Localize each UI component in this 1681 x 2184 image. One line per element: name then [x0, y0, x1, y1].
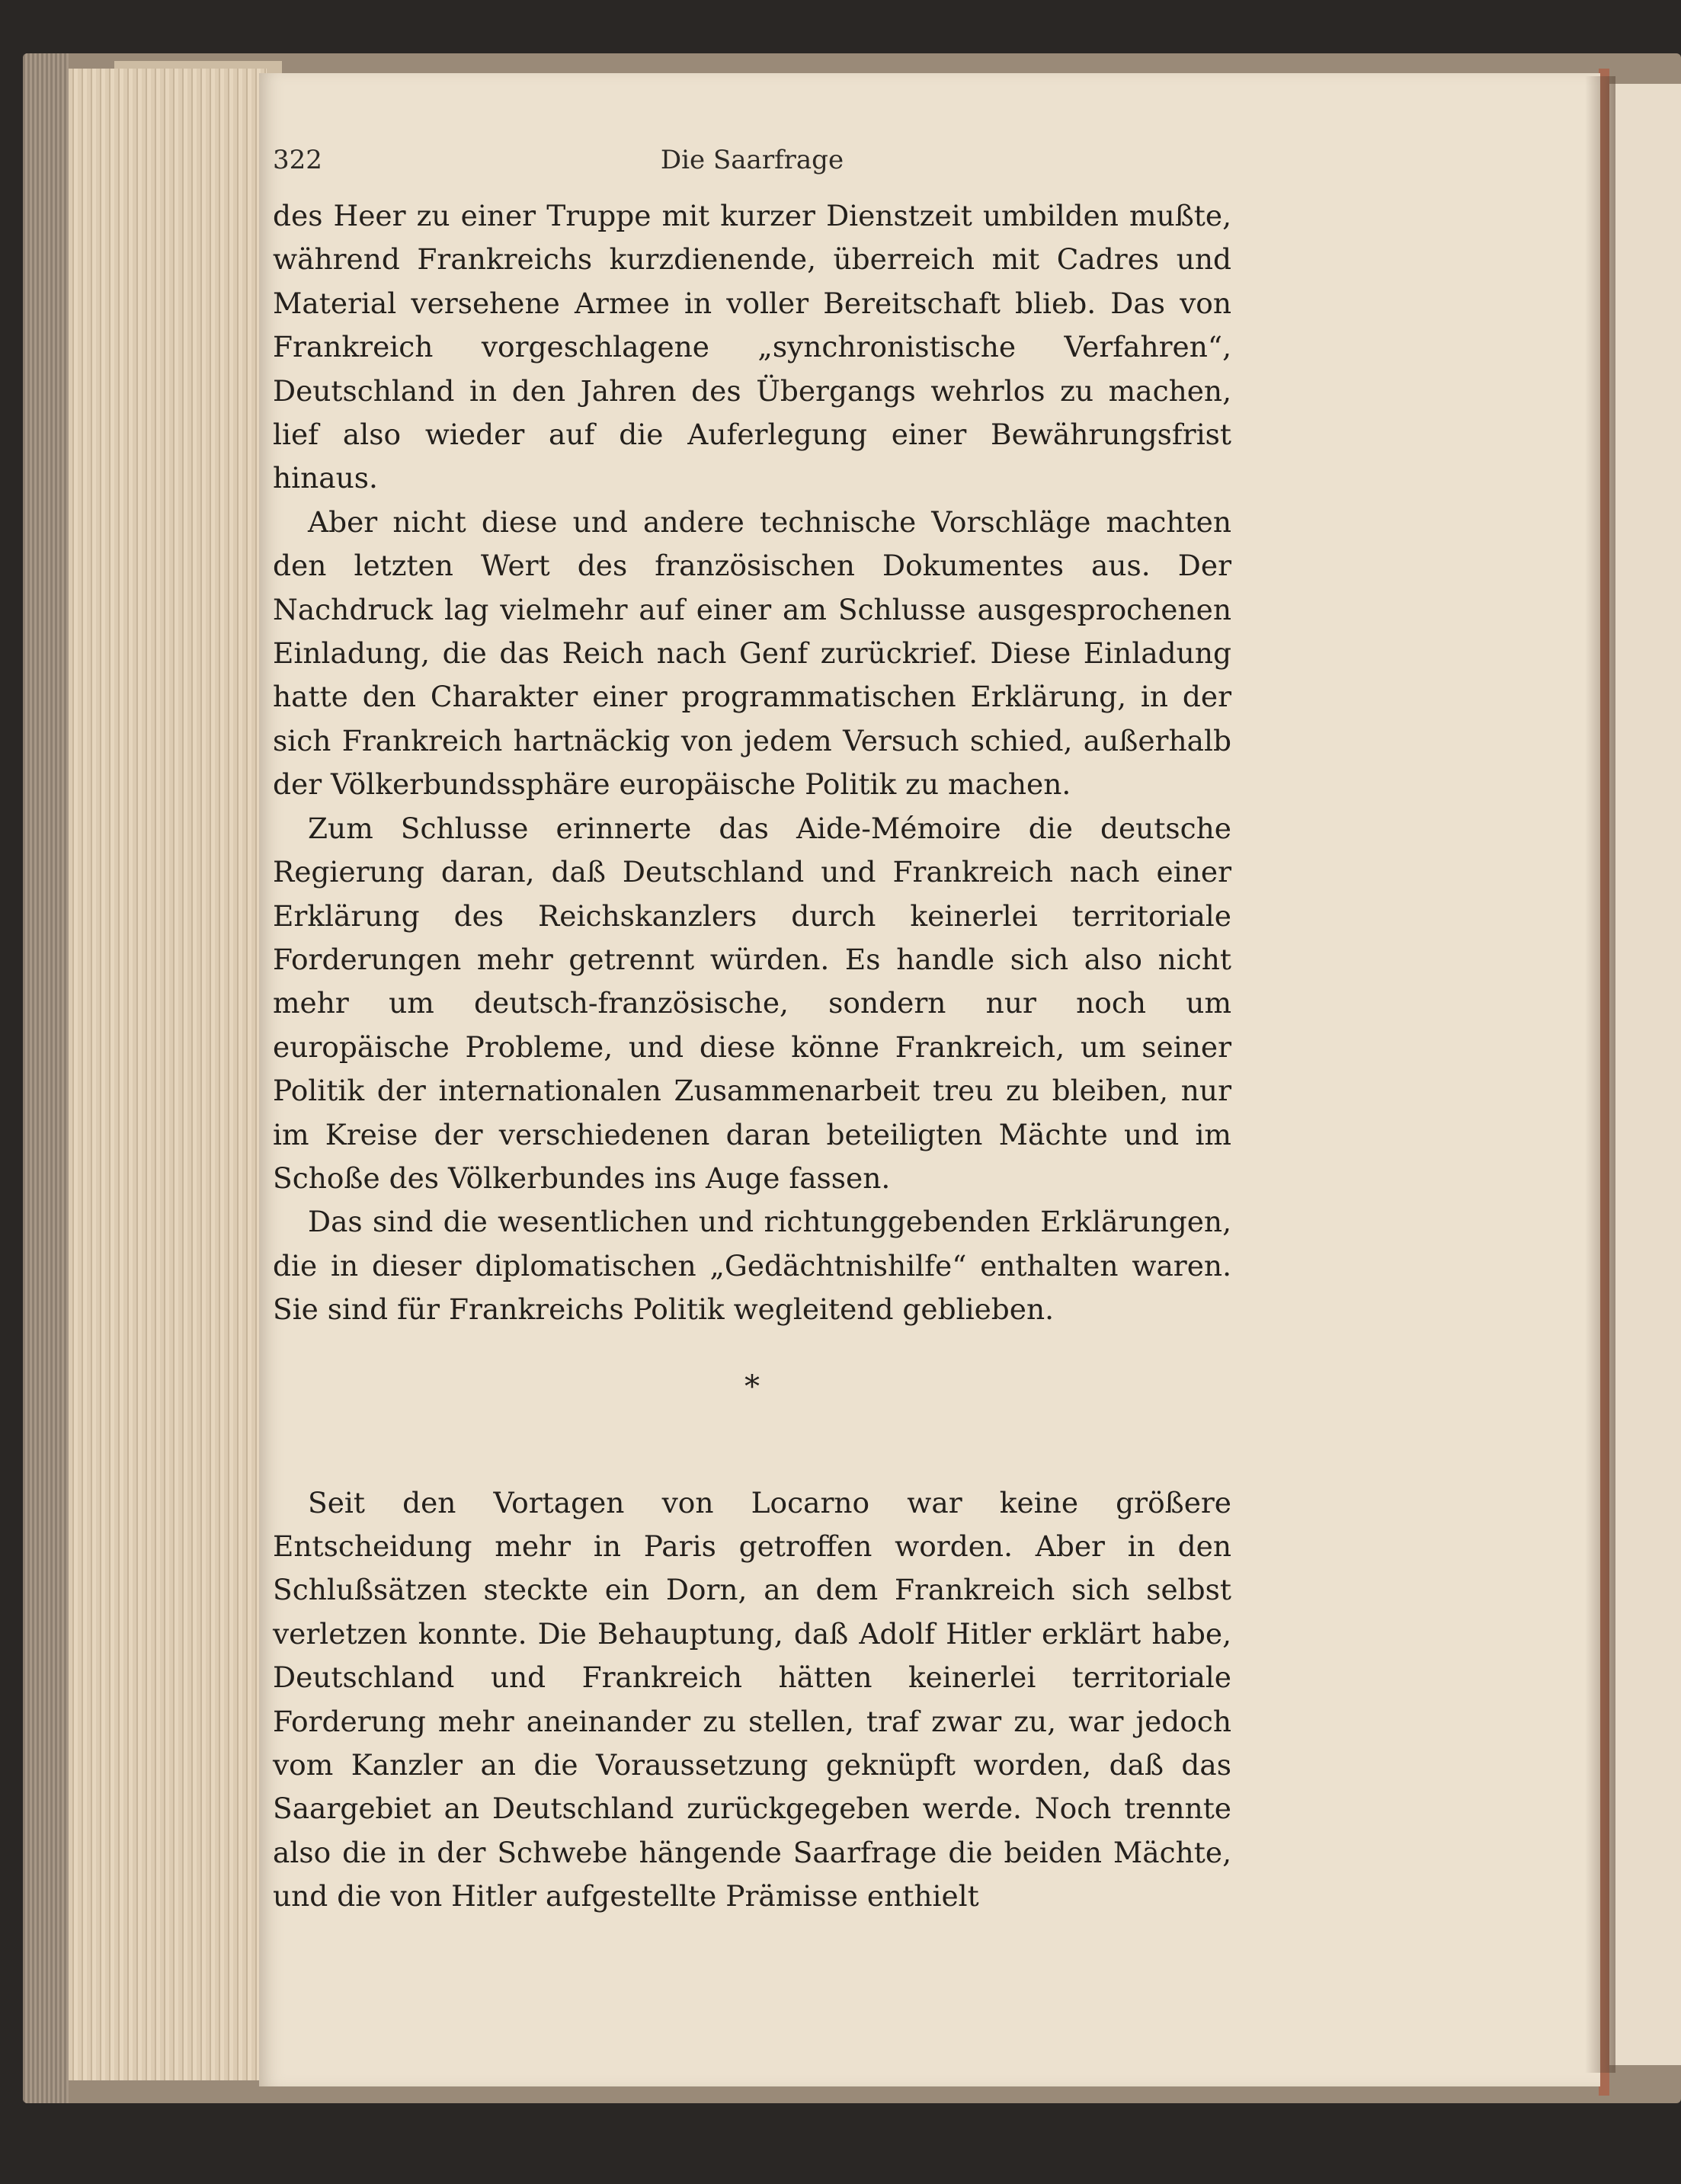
facing-page	[1609, 84, 1681, 2065]
paragraph: Seit den Vortagen von Locarno war keine größere Entscheidung mehr in Paris getroffen worden. Aber in den Schlußsätzen steckte ein Dorn, an dem Frankreich sich selbst verletzen konnte. Die Behauptung, daß Adolf Hitler erklärt habe, Deutschland und Frankreich hätten keinerlei territoriale Forderung mehr aneinander zu stellen, traf zwar zu, war jedoch vom Kanzler an die Voraussetzung geknüpft worden, daß das Saargebiet an Deutschland zurückgegeben werde. Noch trennte also die in der Schwebe hängende Saarfrage die beiden Mächte, und die von Hitler aufgestellte Prämisse enthielt	[273, 1485, 1231, 1913]
paragraph: Das sind die wesentlichen und richtunggebenden Erklärungen, die in dieser diplomatischen „Gedächtnishilfe“ enthalten waren. Sie sind für Frankreichs Politik wegleitend geblieben.	[273, 1205, 1231, 1327]
section-separator: *	[744, 1369, 760, 1404]
page-number: 322	[273, 145, 322, 175]
paragraph: Zum Schlusse erinnerte das Aide-Mémoire die deutsche Regierung daran, daß Deutschland und Frankreich nach einer Erklärung des Reichskanzlers durch keinerlei territoriale Forderungen mehr getrennt würden. Es handle sich also nicht mehr um deutsch-französische, sondern nur noch um europäische Probleme, und diese könne Frankreich, um seiner Politik der internationalen Zusammenarbeit treu zu bleiben, nur im Kreise der verschiedenen daran beteiligten Mächte und im Schoße des Völkerbundes ins Auge fassen.	[273, 811, 1231, 1195]
book-spine	[23, 53, 69, 2103]
page-stack-edge	[69, 69, 267, 2080]
body-text	[273, 194, 1231, 1919]
paragraph: Aber nicht diese und andere technische Vorschläge machten den letzten Wert des französischen Dokumentes aus. Der Nachdruck lag vielmehr auf einer am Schlusse ausgesprochenen Einladung, die das Reich nach Genf zurückrief. Diese Einladung hatte den Charakter einer programmatischen Erklärung, in der sich Frankreich hartnäckig von jedem Versuch schied, außerhalb der Völkerbundssphäre europäische Politik zu machen.	[273, 504, 1231, 802]
running-head	[273, 145, 1231, 191]
gutter-shadow	[1585, 76, 1615, 2073]
paragraph: des Heer zu einer Truppe mit kurzer Dienstzeit umbilden mußte, während Frankreichs kurzdienende, überreich mit Cadres und Material versehene Armee in voller Bereitschaft blieb. Das von Frankreich vorgeschlagene „synchronistische Verfahren“, Deutschland in den Jahren des Übergangs wehrlos zu machen, lief also wieder auf die Auferlegung einer Bewährungsfrist hinaus.	[273, 199, 1231, 495]
running-title: Die Saarfrage	[660, 145, 844, 175]
